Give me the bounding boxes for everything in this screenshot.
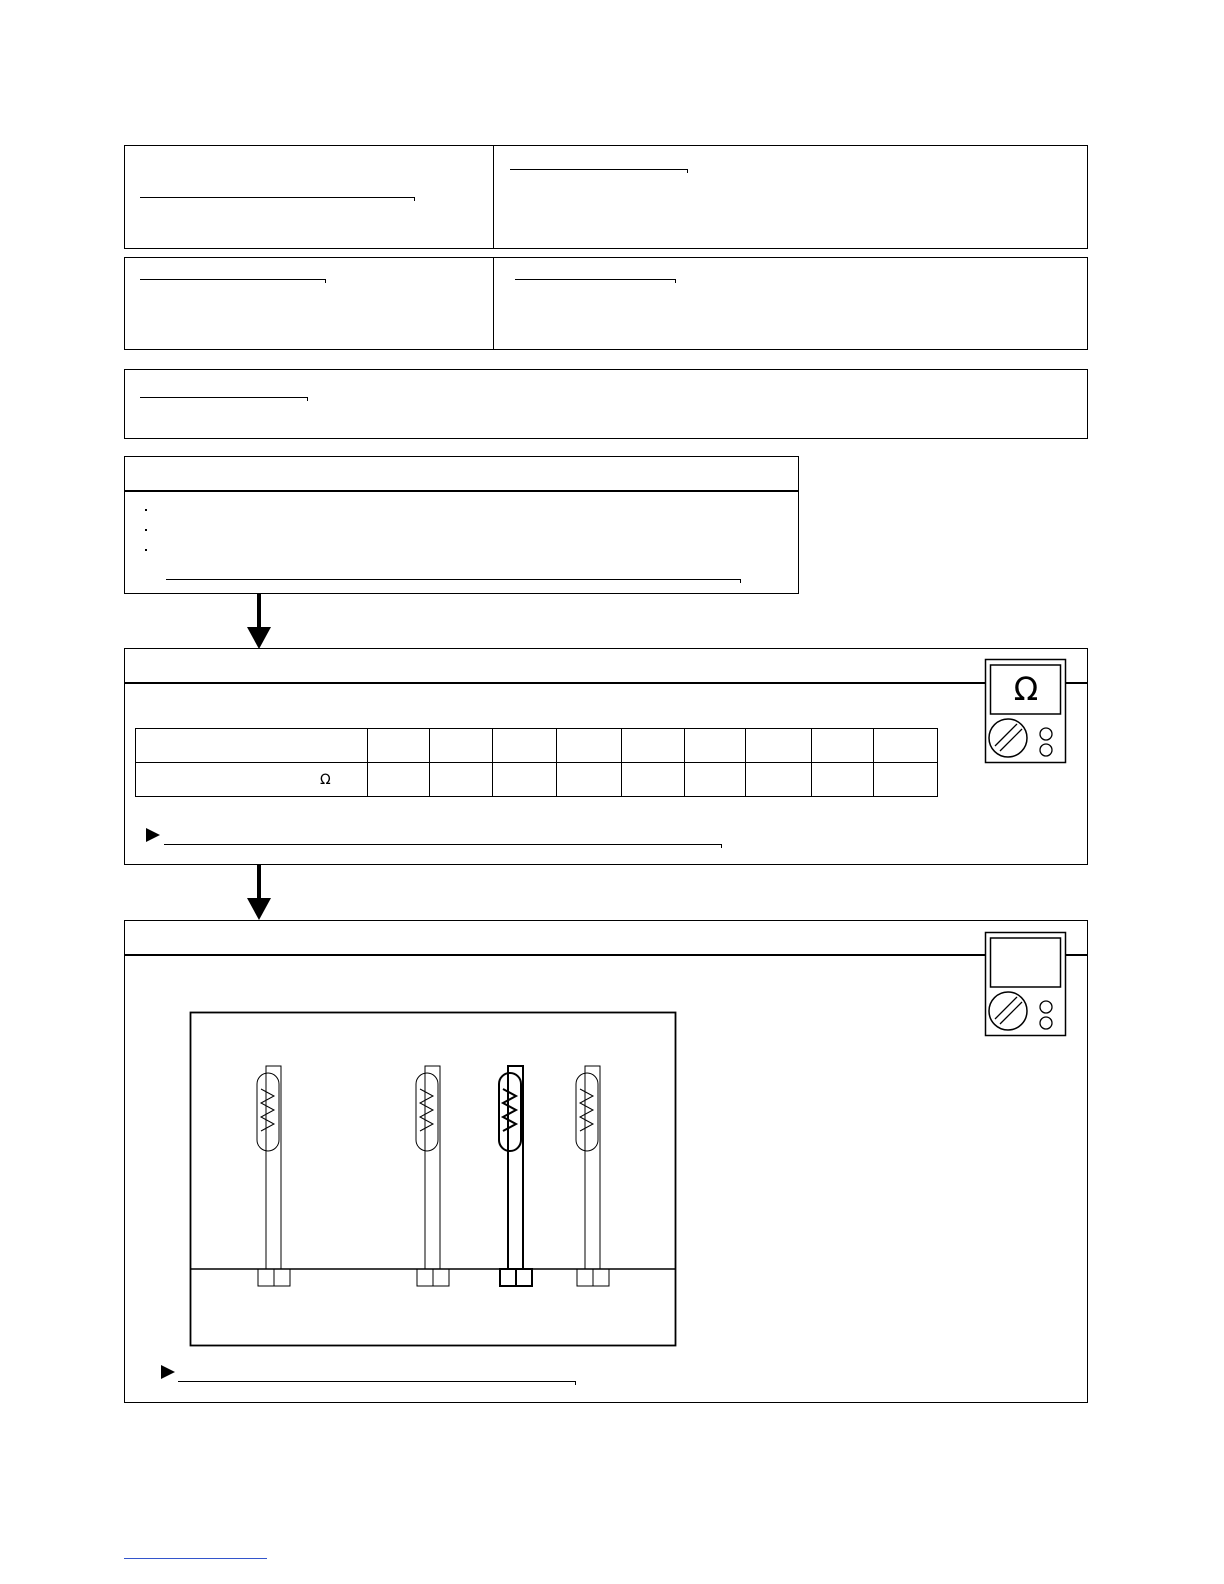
blank-field-1 bbox=[140, 197, 414, 198]
bullet-1 bbox=[145, 509, 147, 511]
play-triangle-icon bbox=[145, 827, 161, 843]
footer-link-underline[interactable] bbox=[124, 1558, 267, 1559]
table-cell bbox=[746, 763, 811, 797]
blank-field-4 bbox=[515, 279, 675, 280]
step-2-header-divider bbox=[124, 682, 1088, 684]
step-1-header-divider bbox=[124, 490, 799, 492]
table-cell bbox=[746, 729, 811, 763]
info-box-mid-right bbox=[493, 257, 1088, 350]
table-cell bbox=[492, 729, 556, 763]
table-cell bbox=[621, 763, 684, 797]
resistance-table bbox=[135, 728, 938, 797]
table-cell bbox=[367, 729, 429, 763]
resistance-unit: Ω bbox=[320, 772, 331, 788]
info-box-wide bbox=[124, 369, 1088, 439]
multimeter-icon bbox=[984, 931, 1068, 1037]
table-row bbox=[136, 763, 938, 797]
blank-field-2 bbox=[510, 169, 687, 170]
table-cell bbox=[874, 729, 938, 763]
table-cell bbox=[557, 729, 621, 763]
bullet-3 bbox=[145, 549, 147, 551]
table-row bbox=[136, 729, 938, 763]
step-3-header-divider bbox=[124, 954, 1088, 956]
table-cell bbox=[811, 763, 873, 797]
ohmmeter-display-symbol: Ω bbox=[1013, 670, 1039, 708]
glow-plug-diagram bbox=[189, 1011, 677, 1347]
table-cell bbox=[557, 763, 621, 797]
table-cell bbox=[811, 729, 873, 763]
play-triangle-icon bbox=[160, 1364, 176, 1380]
table-cell bbox=[621, 729, 684, 763]
table-cell bbox=[136, 763, 368, 797]
info-box-mid-left bbox=[124, 257, 495, 350]
blank-field-6 bbox=[166, 579, 740, 580]
table-cell bbox=[136, 729, 368, 763]
table-cell bbox=[685, 763, 746, 797]
step-1-box bbox=[124, 456, 799, 594]
table-cell bbox=[492, 763, 556, 797]
table-cell bbox=[874, 763, 938, 797]
blank-field-5 bbox=[140, 397, 307, 398]
blank-field-7 bbox=[164, 844, 721, 845]
info-box-top-right bbox=[493, 145, 1088, 249]
bullet-2 bbox=[145, 529, 147, 531]
table-cell bbox=[430, 763, 492, 797]
table-cell bbox=[367, 763, 429, 797]
table-cell bbox=[430, 729, 492, 763]
flow-arrow-2 bbox=[244, 864, 276, 922]
blank-field-3 bbox=[140, 279, 325, 280]
table-cell bbox=[685, 729, 746, 763]
blank-field-8 bbox=[178, 1381, 575, 1382]
flow-arrow-1 bbox=[244, 593, 276, 651]
